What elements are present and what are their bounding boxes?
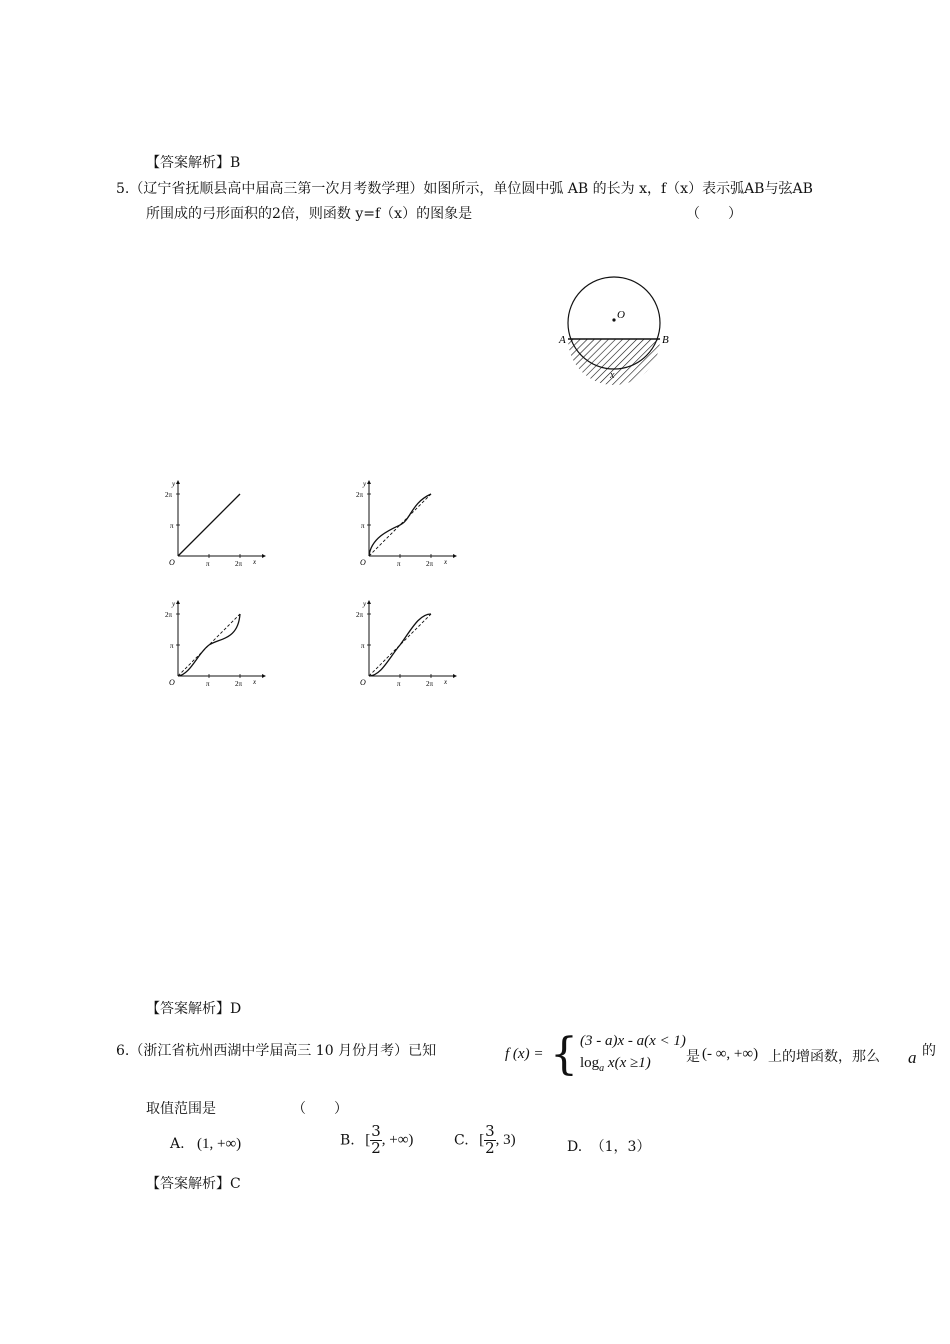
x-tick-2pi: 2π [235, 680, 243, 688]
x-tick-2pi: 2π [426, 560, 434, 568]
x-axis-label: x [253, 678, 257, 686]
x-axis-label: x [253, 558, 257, 566]
y-tick-pi: π [170, 642, 174, 650]
y-axis-label: y [363, 480, 367, 488]
curve-b [369, 494, 431, 556]
q6-case1: (3 - a)x - a(x < 1) [580, 1033, 686, 1049]
graph-option-a [158, 478, 268, 570]
origin-label: O [360, 678, 366, 687]
y-tick-2pi: 2π [356, 491, 364, 499]
x-tick-pi: π [397, 560, 401, 568]
graph-option-c [158, 598, 268, 690]
q6-interval: (- ∞, +∞) [702, 1046, 759, 1062]
q6-answer-paren: （ ） [292, 1101, 348, 1117]
unit-circle-figure [555, 265, 675, 385]
q5-answer: 【答案解析】D [146, 1001, 242, 1017]
curve-c [178, 614, 240, 676]
center-point [612, 318, 615, 321]
q6-var-a: a [908, 1048, 917, 1067]
curve-a [178, 494, 240, 556]
y-tick-pi: π [170, 522, 174, 530]
x-tick-pi: π [397, 680, 401, 688]
y-tick-pi: π [361, 522, 365, 530]
q6-option-b: B. [ $\frac{3}{2}$ , +∞) [340, 1122, 414, 1157]
q6-prefix: 6.（浙江省杭州西湖中学届高三 10 月份月考）已知 [116, 1043, 437, 1059]
q6-de: 的 [922, 1043, 936, 1059]
origin-label: O [169, 678, 175, 687]
q5-question-line2: 所围成的弓形面积的2倍，则函数 y=f（x）的图象是 [146, 206, 473, 222]
left-brace-icon: { [550, 1029, 578, 1080]
y-axis-label: y [172, 600, 176, 608]
origin-label: O [360, 558, 366, 567]
x-tick-pi: π [206, 680, 210, 688]
q6-answer: 【答案解析】C [146, 1176, 241, 1192]
label-b: B [662, 334, 669, 346]
x-tick-2pi: 2π [235, 560, 243, 568]
y-tick-2pi: 2π [165, 491, 173, 499]
label-o: O [617, 309, 625, 321]
q5-question-line1: 5.（辽宁省抚顺县高中届高三第一次月考数学理）如图所示，单位圆中弧 AB 的长为 x，f（x）表示弧AB与弦AB [116, 181, 813, 197]
q6-fx: f (x) = [505, 1046, 544, 1062]
y-tick-2pi: 2π [165, 611, 173, 619]
x-tick-pi: π [206, 560, 210, 568]
label-x: x [610, 370, 615, 381]
graph-option-b [349, 478, 459, 570]
x-tick-2pi: 2π [426, 680, 434, 688]
y-tick-pi: π [361, 642, 365, 650]
curve-d [369, 614, 431, 676]
y-axis-label: y [172, 480, 176, 488]
q4-answer: 【答案解析】B [146, 155, 241, 171]
y-axis-label: y [363, 600, 367, 608]
q6-option-d: D. （1，3） [567, 1139, 651, 1155]
x-axis-label: x [444, 678, 448, 686]
q6-piecewise [550, 1030, 686, 1080]
x-axis-label: x [444, 558, 448, 566]
q6-suffix: 上的增函数，那么 [768, 1049, 880, 1065]
label-a: A [559, 334, 566, 346]
q6-line2: 取值范围是 [146, 1101, 216, 1117]
graph-option-d [349, 598, 459, 690]
q5-answer-paren: （ ） [686, 206, 742, 222]
y-tick-2pi: 2π [356, 611, 364, 619]
q6-option-c: C. [ $\frac{3}{2}$ , 3) [454, 1122, 516, 1157]
q6-case2: $\log_a x(x \ge 1)$ [580, 1055, 651, 1074]
q6-option-a: A. (1, +∞) [170, 1136, 242, 1152]
q6-mid: 是 [686, 1049, 700, 1065]
origin-label: O [169, 558, 175, 567]
